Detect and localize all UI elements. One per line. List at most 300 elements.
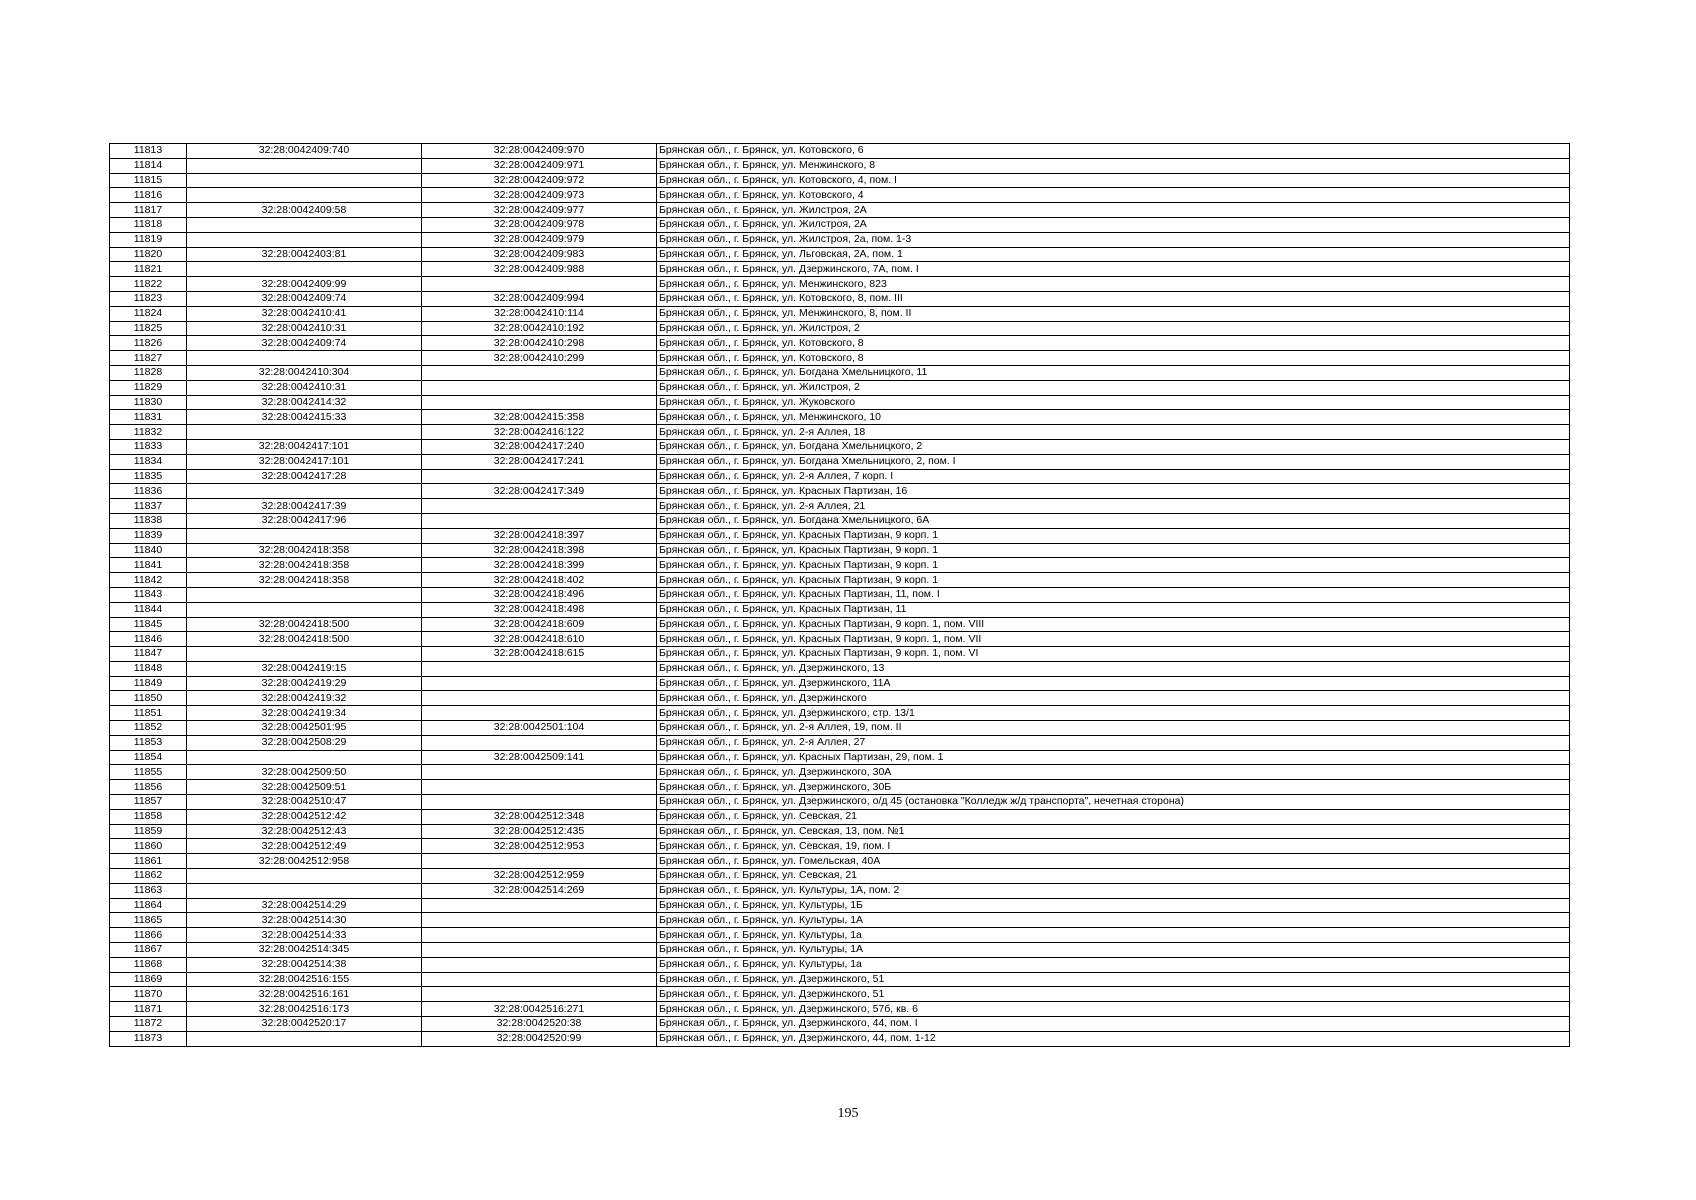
cadastral-number-cell: 32:28:0042514:38 bbox=[187, 957, 422, 972]
table-row bbox=[110, 425, 1570, 440]
table-row bbox=[110, 765, 1570, 780]
table-row bbox=[110, 262, 1570, 277]
cadastral-number-cell: 32:28:0042516:161 bbox=[187, 987, 422, 1002]
building-cadastral-number-cell: 32:28:0042409:970 bbox=[422, 144, 657, 159]
table-row bbox=[110, 928, 1570, 943]
table-row bbox=[110, 173, 1570, 188]
row-number-cell: 11842 bbox=[110, 573, 187, 588]
row-number-cell: 11863 bbox=[110, 883, 187, 898]
cadastral-number-cell: 32:28:0042410:31 bbox=[187, 321, 422, 336]
table-row bbox=[110, 395, 1570, 410]
table-row bbox=[110, 883, 1570, 898]
building-cadastral-number-cell bbox=[422, 913, 657, 928]
building-cadastral-number-cell bbox=[422, 943, 657, 958]
row-number-cell: 11836 bbox=[110, 484, 187, 499]
row-number-cell: 11820 bbox=[110, 247, 187, 262]
row-number-cell: 11849 bbox=[110, 676, 187, 691]
cadastral-number-cell: 32:28:0042419:15 bbox=[187, 661, 422, 676]
address-cell: Брянская обл., г. Брянск, ул. 2-я Аллея, 19, пом. II bbox=[657, 721, 1570, 736]
table-row bbox=[110, 943, 1570, 958]
address-cell: Брянская обл., г. Брянск, ул. Жилстроя, 2А bbox=[657, 203, 1570, 218]
cadastral-number-cell bbox=[187, 587, 422, 602]
cadastral-number-cell bbox=[187, 188, 422, 203]
row-number-cell: 11832 bbox=[110, 425, 187, 440]
building-cadastral-number-cell bbox=[422, 765, 657, 780]
building-cadastral-number-cell bbox=[422, 795, 657, 810]
address-cell: Брянская обл., г. Брянск, ул. Богдана Хмельницкого, 11 bbox=[657, 365, 1570, 380]
address-cell: Брянская обл., г. Брянск, ул. Менжинского, 10 bbox=[657, 410, 1570, 425]
row-number-cell: 11816 bbox=[110, 188, 187, 203]
row-number-cell: 11823 bbox=[110, 291, 187, 306]
address-cell: Брянская обл., г. Брянск, ул. Котовского, 4 bbox=[657, 188, 1570, 203]
table-row bbox=[110, 706, 1570, 721]
cadastral-number-cell: 32:28:0042409:74 bbox=[187, 291, 422, 306]
address-cell: Брянская обл., г. Брянск, ул. Жилстроя, 2 bbox=[657, 321, 1570, 336]
cadastral-number-cell: 32:28:0042514:345 bbox=[187, 943, 422, 958]
cadastral-number-cell bbox=[187, 883, 422, 898]
row-number-cell: 11834 bbox=[110, 454, 187, 469]
building-cadastral-number-cell: 32:28:0042418:398 bbox=[422, 543, 657, 558]
cadastral-number-cell: 32:28:0042509:50 bbox=[187, 765, 422, 780]
cadastral-number-cell bbox=[187, 750, 422, 765]
building-cadastral-number-cell: 32:28:0042512:959 bbox=[422, 869, 657, 884]
address-cell: Брянская обл., г. Брянск, ул. Дзержинского, 13 bbox=[657, 661, 1570, 676]
cadastral-number-cell: 32:28:0042512:49 bbox=[187, 839, 422, 854]
address-cell: Брянская обл., г. Брянск, ул. Красных Партизан, 11, пом. I bbox=[657, 587, 1570, 602]
address-cell: Брянская обл., г. Брянск, ул. 2-я Аллея, 27 bbox=[657, 735, 1570, 750]
table-row bbox=[110, 528, 1570, 543]
address-cell: Брянская обл., г. Брянск, ул. Красных Партизан, 29, пом. 1 bbox=[657, 750, 1570, 765]
address-cell: Брянская обл., г. Брянск, ул. Котовского, 8 bbox=[657, 336, 1570, 351]
table-row bbox=[110, 439, 1570, 454]
row-number-cell: 11856 bbox=[110, 780, 187, 795]
address-cell: Брянская обл., г. Брянск, ул. 2-я Аллея, 18 bbox=[657, 425, 1570, 440]
building-cadastral-number-cell: 32:28:0042512:953 bbox=[422, 839, 657, 854]
cadastral-number-cell: 32:28:0042409:58 bbox=[187, 203, 422, 218]
cadastral-number-cell: 32:28:0042417:28 bbox=[187, 469, 422, 484]
building-cadastral-number-cell bbox=[422, 898, 657, 913]
address-cell: Брянская обл., г. Брянск, ул. Дзержинского, 30А bbox=[657, 765, 1570, 780]
row-number-cell: 11846 bbox=[110, 632, 187, 647]
table-row bbox=[110, 824, 1570, 839]
table-row bbox=[110, 291, 1570, 306]
row-number-cell: 11815 bbox=[110, 173, 187, 188]
cadastral-number-cell: 32:28:0042418:358 bbox=[187, 543, 422, 558]
table-row bbox=[110, 454, 1570, 469]
address-cell: Брянская обл., г. Брянск, ул. Дзержинского, 11А bbox=[657, 676, 1570, 691]
building-cadastral-number-cell: 32:28:0042418:610 bbox=[422, 632, 657, 647]
row-number-cell: 11837 bbox=[110, 499, 187, 514]
row-number-cell: 11845 bbox=[110, 617, 187, 632]
building-cadastral-number-cell: 32:28:0042520:99 bbox=[422, 1031, 657, 1046]
building-cadastral-number-cell: 32:28:0042409:971 bbox=[422, 158, 657, 173]
address-cell: Брянская обл., г. Брянск, ул. Дзержинского, 51 bbox=[657, 972, 1570, 987]
table-row bbox=[110, 676, 1570, 691]
building-cadastral-number-cell: 32:28:0042516:271 bbox=[422, 1002, 657, 1017]
address-cell: Брянская обл., г. Брянск, ул. Дзержинского bbox=[657, 691, 1570, 706]
row-number-cell: 11859 bbox=[110, 824, 187, 839]
table-row bbox=[110, 854, 1570, 869]
table-row bbox=[110, 898, 1570, 913]
table-row bbox=[110, 158, 1570, 173]
row-number-cell: 11852 bbox=[110, 721, 187, 736]
table-row bbox=[110, 750, 1570, 765]
building-cadastral-number-cell bbox=[422, 957, 657, 972]
building-cadastral-number-cell: 32:28:0042509:141 bbox=[422, 750, 657, 765]
cadastral-number-cell: 32:28:0042512:43 bbox=[187, 824, 422, 839]
row-number-cell: 11869 bbox=[110, 972, 187, 987]
building-cadastral-number-cell: 32:28:0042410:298 bbox=[422, 336, 657, 351]
address-cell: Брянская обл., г. Брянск, ул. Менжинского, 8 bbox=[657, 158, 1570, 173]
building-cadastral-number-cell: 32:28:0042418:397 bbox=[422, 528, 657, 543]
cadastral-number-cell bbox=[187, 425, 422, 440]
row-number-cell: 11841 bbox=[110, 558, 187, 573]
table-row bbox=[110, 661, 1570, 676]
row-number-cell: 11843 bbox=[110, 587, 187, 602]
row-number-cell: 11867 bbox=[110, 943, 187, 958]
building-cadastral-number-cell: 32:28:0042418:498 bbox=[422, 602, 657, 617]
table-row bbox=[110, 957, 1570, 972]
table-row bbox=[110, 721, 1570, 736]
address-cell: Брянская обл., г. Брянск, ул. Дзержинского, 44, пом. I bbox=[657, 1017, 1570, 1032]
address-cell: Брянская обл., г. Брянск, ул. Котовского, 8, пом. III bbox=[657, 291, 1570, 306]
address-cell: Брянская обл., г. Брянск, ул. Дзержинского, 30Б bbox=[657, 780, 1570, 795]
cadastral-number-cell: 32:28:0042409:74 bbox=[187, 336, 422, 351]
building-cadastral-number-cell bbox=[422, 972, 657, 987]
cadastral-number-cell: 32:28:0042508:29 bbox=[187, 735, 422, 750]
row-number-cell: 11839 bbox=[110, 528, 187, 543]
row-number-cell: 11868 bbox=[110, 957, 187, 972]
row-number-cell: 11873 bbox=[110, 1031, 187, 1046]
building-cadastral-number-cell: 32:28:0042409:977 bbox=[422, 203, 657, 218]
address-cell: Брянская обл., г. Брянск, ул. Менжинского, 8, пом. II bbox=[657, 306, 1570, 321]
address-cell: Брянская обл., г. Брянск, ул. Красных Партизан, 16 bbox=[657, 484, 1570, 499]
cadastral-number-cell: 32:28:0042418:358 bbox=[187, 573, 422, 588]
table-row bbox=[110, 469, 1570, 484]
address-cell: Брянская обл., г. Брянск, ул. 2-я Аллея, 7 корп. I bbox=[657, 469, 1570, 484]
address-cell: Брянская обл., г. Брянск, ул. Дзержинского, 57б, кв. 6 bbox=[657, 1002, 1570, 1017]
cadastral-number-cell: 32:28:0042418:358 bbox=[187, 558, 422, 573]
building-cadastral-number-cell: 32:28:0042520:38 bbox=[422, 1017, 657, 1032]
building-cadastral-number-cell: 32:28:0042409:973 bbox=[422, 188, 657, 203]
building-cadastral-number-cell: 32:28:0042415:358 bbox=[422, 410, 657, 425]
building-cadastral-number-cell: 32:28:0042418:615 bbox=[422, 647, 657, 662]
row-number-cell: 11847 bbox=[110, 647, 187, 662]
table-row bbox=[110, 795, 1570, 810]
address-cell: Брянская обл., г. Брянск, ул. Дзержинского, о/д 45 (остановка "Колледж ж/д транспорта", нечетная сторона) bbox=[657, 795, 1570, 810]
table-row bbox=[110, 647, 1570, 662]
row-number-cell: 11838 bbox=[110, 513, 187, 528]
building-cadastral-number-cell bbox=[422, 780, 657, 795]
row-number-cell: 11858 bbox=[110, 809, 187, 824]
row-number-cell: 11830 bbox=[110, 395, 187, 410]
cadastral-number-cell: 32:28:0042410:41 bbox=[187, 306, 422, 321]
row-number-cell: 11850 bbox=[110, 691, 187, 706]
table-row bbox=[110, 869, 1570, 884]
address-cell: Брянская обл., г. Брянск, ул. Жилстроя, 2А bbox=[657, 217, 1570, 232]
building-cadastral-number-cell: 32:28:0042409:994 bbox=[422, 291, 657, 306]
table-row bbox=[110, 987, 1570, 1002]
table-row bbox=[110, 587, 1570, 602]
row-number-cell: 11865 bbox=[110, 913, 187, 928]
cadastral-number-cell: 32:28:0042403:81 bbox=[187, 247, 422, 262]
building-cadastral-number-cell: 32:28:0042512:435 bbox=[422, 824, 657, 839]
address-cell: Брянская обл., г. Брянск, ул. Жилстроя, 2 bbox=[657, 380, 1570, 395]
table-row bbox=[110, 380, 1570, 395]
cadastral-number-cell: 32:28:0042419:29 bbox=[187, 676, 422, 691]
building-cadastral-number-cell bbox=[422, 499, 657, 514]
address-cell: Брянская обл., г. Брянск, ул. Котовского, 8 bbox=[657, 351, 1570, 366]
building-cadastral-number-cell: 32:28:0042417:241 bbox=[422, 454, 657, 469]
building-cadastral-number-cell bbox=[422, 380, 657, 395]
table-row bbox=[110, 913, 1570, 928]
row-number-cell: 11840 bbox=[110, 543, 187, 558]
row-number-cell: 11848 bbox=[110, 661, 187, 676]
address-cell: Брянская обл., г. Брянск, ул. Дзержинского, стр. 13/1 bbox=[657, 706, 1570, 721]
address-cell: Брянская обл., г. Брянск, ул. Жуковского bbox=[657, 395, 1570, 410]
row-number-cell: 11855 bbox=[110, 765, 187, 780]
cadastral-number-cell bbox=[187, 528, 422, 543]
table-row bbox=[110, 1031, 1570, 1046]
cadastral-number-cell: 32:28:0042512:958 bbox=[187, 854, 422, 869]
address-cell: Брянская обл., г. Брянск, ул. Дзержинского, 44, пом. 1-12 bbox=[657, 1031, 1570, 1046]
cadastral-number-cell: 32:28:0042501:95 bbox=[187, 721, 422, 736]
building-cadastral-number-cell bbox=[422, 277, 657, 292]
cadastral-number-cell: 32:28:0042419:34 bbox=[187, 706, 422, 721]
address-cell: Брянская обл., г. Брянск, ул. Красных Партизан, 9 корп. 1 bbox=[657, 528, 1570, 543]
cadastral-number-cell bbox=[187, 869, 422, 884]
table-row bbox=[110, 336, 1570, 351]
cadastral-number-cell: 32:28:0042417:101 bbox=[187, 454, 422, 469]
building-cadastral-number-cell bbox=[422, 469, 657, 484]
row-number-cell: 11821 bbox=[110, 262, 187, 277]
address-cell: Брянская обл., г. Брянск, ул. Красных Партизан, 9 корп. 1 bbox=[657, 543, 1570, 558]
table-row bbox=[110, 306, 1570, 321]
cadastral-number-cell: 32:28:0042415:33 bbox=[187, 410, 422, 425]
table-row bbox=[110, 617, 1570, 632]
building-cadastral-number-cell bbox=[422, 735, 657, 750]
row-number-cell: 11871 bbox=[110, 1002, 187, 1017]
address-cell: Брянская обл., г. Брянск, ул. Красных Партизан, 9 корп. 1 bbox=[657, 558, 1570, 573]
table-row bbox=[110, 232, 1570, 247]
address-cell: Брянская обл., г. Брянск, ул. Красных Партизан, 11 bbox=[657, 602, 1570, 617]
address-cell: Брянская обл., г. Брянск, ул. Котовского, 4, пом. I bbox=[657, 173, 1570, 188]
table-row bbox=[110, 972, 1570, 987]
address-cell: Брянская обл., г. Брянск, ул. Севская, 13, пом. №1 bbox=[657, 824, 1570, 839]
building-cadastral-number-cell: 32:28:0042416:122 bbox=[422, 425, 657, 440]
table-row bbox=[110, 217, 1570, 232]
table-row bbox=[110, 1017, 1570, 1032]
address-cell: Брянская обл., г. Брянск, ул. Дзержинского, 7А, пом. I bbox=[657, 262, 1570, 277]
cadastral-number-cell: 32:28:0042520:17 bbox=[187, 1017, 422, 1032]
table-row bbox=[110, 484, 1570, 499]
building-cadastral-number-cell: 32:28:0042410:192 bbox=[422, 321, 657, 336]
address-cell: Брянская обл., г. Брянск, ул. Богдана Хмельницкого, 6А bbox=[657, 513, 1570, 528]
row-number-cell: 11819 bbox=[110, 232, 187, 247]
building-cadastral-number-cell: 32:28:0042409:983 bbox=[422, 247, 657, 262]
building-cadastral-number-cell bbox=[422, 661, 657, 676]
row-number-cell: 11860 bbox=[110, 839, 187, 854]
table-row bbox=[110, 513, 1570, 528]
cadastral-number-cell: 32:28:0042417:39 bbox=[187, 499, 422, 514]
row-number-cell: 11862 bbox=[110, 869, 187, 884]
address-cell: Брянская обл., г. Брянск, ул. Красных Партизан, 9 корп. 1, пом. VII bbox=[657, 632, 1570, 647]
cadastral-number-cell bbox=[187, 602, 422, 617]
building-cadastral-number-cell: 32:28:0042512:348 bbox=[422, 809, 657, 824]
row-number-cell: 11844 bbox=[110, 602, 187, 617]
cadastral-number-cell bbox=[187, 158, 422, 173]
address-cell: Брянская обл., г. Брянск, ул. Культуры, 1а bbox=[657, 928, 1570, 943]
row-number-cell: 11826 bbox=[110, 336, 187, 351]
table-row bbox=[110, 780, 1570, 795]
building-cadastral-number-cell bbox=[422, 395, 657, 410]
cadastral-number-cell: 32:28:0042418:500 bbox=[187, 617, 422, 632]
building-cadastral-number-cell bbox=[422, 987, 657, 1002]
cadastral-number-cell: 32:28:0042417:101 bbox=[187, 439, 422, 454]
address-cell: Брянская обл., г. Брянск, ул. Севская, 21 bbox=[657, 869, 1570, 884]
address-cell: Брянская обл., г. Брянск, ул. 2-я Аллея, 21 bbox=[657, 499, 1570, 514]
cadastral-number-cell: 32:28:0042510:47 bbox=[187, 795, 422, 810]
address-cell: Брянская обл., г. Брянск, ул. Севская, 19, пом. I bbox=[657, 839, 1570, 854]
building-cadastral-number-cell: 32:28:0042418:402 bbox=[422, 573, 657, 588]
address-cell: Брянская обл., г. Брянск, ул. Гомельская, 40А bbox=[657, 854, 1570, 869]
cadastral-number-cell: 32:28:0042419:32 bbox=[187, 691, 422, 706]
table-row bbox=[110, 365, 1570, 380]
row-number-cell: 11864 bbox=[110, 898, 187, 913]
cadastral-number-cell: 32:28:0042409:99 bbox=[187, 277, 422, 292]
row-number-cell: 11835 bbox=[110, 469, 187, 484]
table-row bbox=[110, 691, 1570, 706]
table-row bbox=[110, 632, 1570, 647]
table-row bbox=[110, 602, 1570, 617]
building-cadastral-number-cell: 32:28:0042410:299 bbox=[422, 351, 657, 366]
building-cadastral-number-cell: 32:28:0042514:269 bbox=[422, 883, 657, 898]
building-cadastral-number-cell: 32:28:0042409:972 bbox=[422, 173, 657, 188]
building-cadastral-number-cell: 32:28:0042418:496 bbox=[422, 587, 657, 602]
row-number-cell: 11857 bbox=[110, 795, 187, 810]
address-cell: Брянская обл., г. Брянск, ул. Культуры, 1А bbox=[657, 943, 1570, 958]
cadastral-number-cell bbox=[187, 484, 422, 499]
table-row bbox=[110, 1002, 1570, 1017]
cadastral-number-cell: 32:28:0042417:96 bbox=[187, 513, 422, 528]
address-cell: Брянская обл., г. Брянск, ул. Красных Партизан, 9 корп. 1, пом. VIII bbox=[657, 617, 1570, 632]
row-number-cell: 11854 bbox=[110, 750, 187, 765]
row-number-cell: 11827 bbox=[110, 351, 187, 366]
row-number-cell: 11872 bbox=[110, 1017, 187, 1032]
row-number-cell: 11824 bbox=[110, 306, 187, 321]
cadastral-number-cell: 32:28:0042516:173 bbox=[187, 1002, 422, 1017]
cadastral-number-cell bbox=[187, 647, 422, 662]
row-number-cell: 11851 bbox=[110, 706, 187, 721]
address-cell: Брянская обл., г. Брянск, ул. Севская, 21 bbox=[657, 809, 1570, 824]
cadastral-number-cell: 32:28:0042512:42 bbox=[187, 809, 422, 824]
table-body bbox=[110, 144, 1570, 1047]
cadastral-number-cell: 32:28:0042516:155 bbox=[187, 972, 422, 987]
table-row bbox=[110, 499, 1570, 514]
row-number-cell: 11818 bbox=[110, 217, 187, 232]
building-cadastral-number-cell bbox=[422, 676, 657, 691]
table-row bbox=[110, 188, 1570, 203]
address-cell: Брянская обл., г. Брянск, ул. Культуры, 1А, пом. 2 bbox=[657, 883, 1570, 898]
cadastral-number-cell: 32:28:0042509:51 bbox=[187, 780, 422, 795]
building-cadastral-number-cell bbox=[422, 706, 657, 721]
building-cadastral-number-cell: 32:28:0042417:349 bbox=[422, 484, 657, 499]
address-cell: Брянская обл., г. Брянск, ул. Жилстроя, 2а, пом. 1-3 bbox=[657, 232, 1570, 247]
row-number-cell: 11822 bbox=[110, 277, 187, 292]
cadastral-number-cell bbox=[187, 217, 422, 232]
building-cadastral-number-cell: 32:28:0042418:399 bbox=[422, 558, 657, 573]
address-cell: Брянская обл., г. Брянск, ул. Льговская, 2А, пом. 1 bbox=[657, 247, 1570, 262]
row-number-cell: 11814 bbox=[110, 158, 187, 173]
address-cell: Брянская обл., г. Брянск, ул. Красных Партизан, 9 корп. 1 bbox=[657, 573, 1570, 588]
address-cell: Брянская обл., г. Брянск, ул. Красных Партизан, 9 корп. 1, пом. VI bbox=[657, 647, 1570, 662]
address-cell: Брянская обл., г. Брянск, ул. Дзержинского, 51 bbox=[657, 987, 1570, 1002]
row-number-cell: 11866 bbox=[110, 928, 187, 943]
cadastral-number-cell: 32:28:0042514:30 bbox=[187, 913, 422, 928]
row-number-cell: 11853 bbox=[110, 735, 187, 750]
building-cadastral-number-cell: 32:28:0042501:104 bbox=[422, 721, 657, 736]
cadastral-number-cell bbox=[187, 1031, 422, 1046]
table-row bbox=[110, 247, 1570, 262]
address-cell: Брянская обл., г. Брянск, ул. Богдана Хмельницкого, 2, пом. I bbox=[657, 454, 1570, 469]
table-row bbox=[110, 351, 1570, 366]
building-cadastral-number-cell: 32:28:0042409:979 bbox=[422, 232, 657, 247]
row-number-cell: 11817 bbox=[110, 203, 187, 218]
row-number-cell: 11813 bbox=[110, 144, 187, 159]
cadastral-number-cell: 32:28:0042418:500 bbox=[187, 632, 422, 647]
cadastral-number-cell: 32:28:0042514:33 bbox=[187, 928, 422, 943]
address-cell: Брянская обл., г. Брянск, ул. Менжинского, 823 bbox=[657, 277, 1570, 292]
address-cell: Брянская обл., г. Брянск, ул. Культуры, 1а bbox=[657, 957, 1570, 972]
cadastral-number-cell bbox=[187, 262, 422, 277]
table-row bbox=[110, 321, 1570, 336]
cadastral-table bbox=[109, 143, 1570, 1047]
building-cadastral-number-cell: 32:28:0042409:988 bbox=[422, 262, 657, 277]
building-cadastral-number-cell bbox=[422, 365, 657, 380]
table-row bbox=[110, 144, 1570, 159]
row-number-cell: 11870 bbox=[110, 987, 187, 1002]
table-row bbox=[110, 543, 1570, 558]
table-row bbox=[110, 809, 1570, 824]
table-row bbox=[110, 277, 1570, 292]
cadastral-number-cell: 32:28:0042410:304 bbox=[187, 365, 422, 380]
building-cadastral-number-cell: 32:28:0042410:114 bbox=[422, 306, 657, 321]
cadastral-number-cell bbox=[187, 351, 422, 366]
cadastral-number-cell: 32:28:0042410:31 bbox=[187, 380, 422, 395]
page-number: 195 bbox=[837, 1106, 859, 1121]
building-cadastral-number-cell: 32:28:0042417:240 bbox=[422, 439, 657, 454]
table-row bbox=[110, 203, 1570, 218]
cadastral-number-cell: 32:28:0042409:740 bbox=[187, 144, 422, 159]
building-cadastral-number-cell: 32:28:0042409:978 bbox=[422, 217, 657, 232]
building-cadastral-number-cell bbox=[422, 513, 657, 528]
building-cadastral-number-cell bbox=[422, 854, 657, 869]
cadastral-number-cell: 32:28:0042414:32 bbox=[187, 395, 422, 410]
cadastral-number-cell bbox=[187, 173, 422, 188]
table-row bbox=[110, 573, 1570, 588]
row-number-cell: 11833 bbox=[110, 439, 187, 454]
row-number-cell: 11828 bbox=[110, 365, 187, 380]
row-number-cell: 11831 bbox=[110, 410, 187, 425]
address-cell: Брянская обл., г. Брянск, ул. Культуры, 1Б bbox=[657, 898, 1570, 913]
row-number-cell: 11861 bbox=[110, 854, 187, 869]
row-number-cell: 11829 bbox=[110, 380, 187, 395]
table-row bbox=[110, 558, 1570, 573]
cadastral-number-cell bbox=[187, 232, 422, 247]
address-cell: Брянская обл., г. Брянск, ул. Богдана Хмельницкого, 2 bbox=[657, 439, 1570, 454]
building-cadastral-number-cell bbox=[422, 691, 657, 706]
table-row bbox=[110, 839, 1570, 854]
